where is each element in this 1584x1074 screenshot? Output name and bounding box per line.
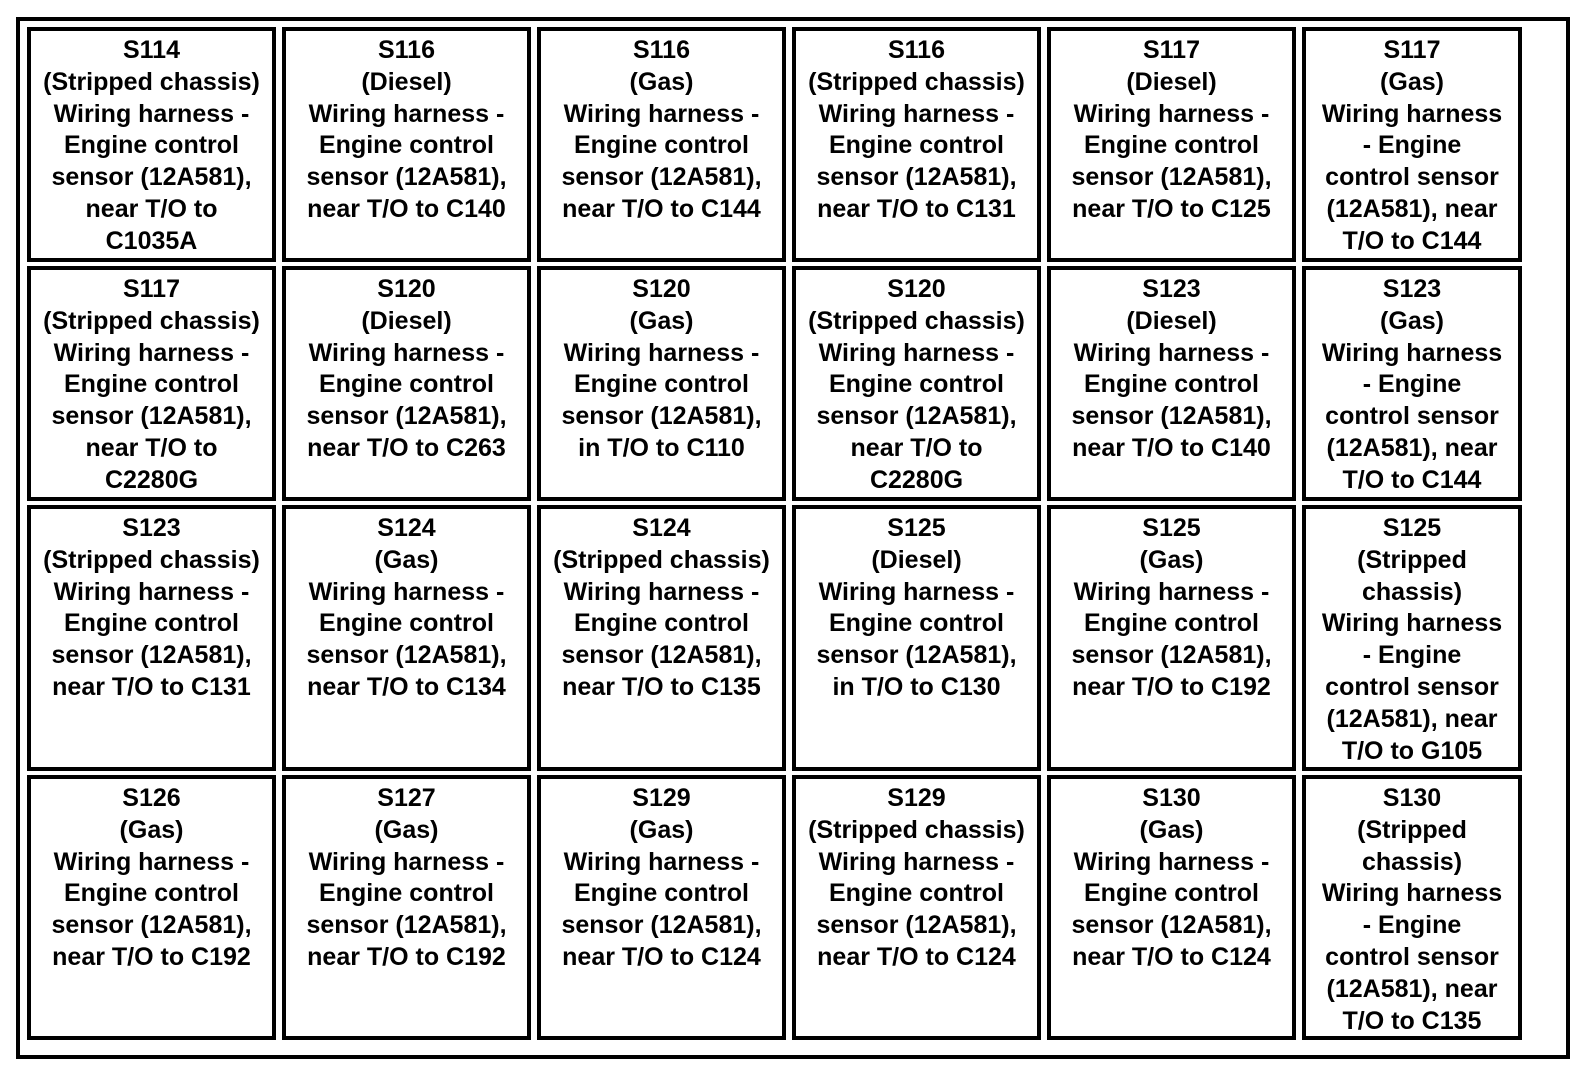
splice-id: S116 [887, 36, 945, 64]
splice-id: S116 [377, 36, 435, 64]
splice-id: S117 [1383, 36, 1441, 64]
cell-text-line: Wiring harness - [563, 847, 760, 876]
table-cell [792, 27, 1041, 262]
cell-text-line: C2280G [104, 465, 199, 494]
cell-text-line: Engine control [829, 131, 1004, 160]
cell-text-line: control sensor [1325, 942, 1499, 971]
cell-text-line: (Gas) [1380, 306, 1444, 335]
cell-text-line: Engine control [64, 609, 239, 638]
splice-id: S129 [887, 784, 946, 812]
table-cell [27, 505, 276, 771]
cell-text-line: control sensor [1325, 672, 1499, 701]
cell-text-line: Wiring harness - [1073, 847, 1270, 876]
cell-text-line: near T/O to C131 [52, 672, 251, 701]
cell-text-line: (Diesel) [361, 67, 452, 96]
cell-text-line: sensor (12A581), [561, 402, 762, 431]
cell-text-line: Engine control [1084, 609, 1259, 638]
table-cell [537, 266, 786, 501]
table-cell [1302, 27, 1522, 262]
cell-text-line: near T/O to C134 [307, 672, 506, 701]
cell-text-line: T/O to C144 [1342, 465, 1482, 494]
cell-text-line: (Gas) [119, 815, 184, 844]
splice-id: S126 [122, 784, 181, 812]
splice-id: S130 [1382, 784, 1442, 812]
cell-text-line: Engine control [319, 609, 494, 638]
cell-text-line: Wiring harness [1321, 879, 1503, 908]
cell-text-line: (Stripped chassis) [43, 67, 260, 96]
cell-text-line: Engine control [319, 879, 494, 908]
cell-text-line: Wiring harness - [563, 338, 760, 367]
table-cell [282, 775, 531, 1040]
cell-text-line: near T/O to C131 [817, 194, 1016, 223]
table-cell [27, 27, 276, 262]
cell-text-line: Wiring harness - [1073, 99, 1270, 128]
cell-text-line: sensor (12A581), [51, 641, 252, 670]
cell-text-line: Engine control [319, 131, 494, 160]
splice-id: S117 [1142, 36, 1200, 64]
table-cell [1047, 27, 1296, 262]
cell-text-line: Wiring harness [1321, 609, 1503, 638]
splice-id: S124 [377, 514, 436, 542]
cell-text-line: T/O to G105 [1341, 736, 1483, 765]
cell-text-line: Wiring harness - [818, 338, 1015, 367]
cell-text-line: (Stripped [1357, 815, 1467, 844]
table-cell [1047, 266, 1296, 501]
cell-text-line: Engine control [64, 131, 239, 160]
table-cell [1047, 505, 1296, 771]
cell-text-line: C1035A [105, 226, 198, 255]
cell-text-line: sensor (12A581), [51, 911, 252, 940]
cell-text-line: (12A581), near [1326, 194, 1498, 223]
cell-text-line: C2280G [869, 465, 964, 494]
cell-text-line: near T/O to [850, 433, 983, 462]
cell-text-line: in T/O to C130 [832, 672, 1001, 701]
cell-text-line: Wiring harness - [308, 577, 505, 606]
splice-id: S125 [1382, 514, 1442, 542]
cell-text-line: in T/O to C110 [578, 433, 745, 462]
cell-text-line: Wiring harness - [1073, 577, 1270, 606]
table-cell [537, 505, 786, 771]
cell-text-line: Wiring harness - [308, 99, 505, 128]
cell-text-line: Wiring harness - [563, 99, 760, 128]
cell-text-line: Engine control [64, 879, 239, 908]
table-cell [282, 266, 531, 501]
cell-text-line: sensor (12A581), [816, 402, 1017, 431]
splice-id: S124 [632, 514, 691, 542]
table-cell [282, 505, 531, 771]
cell-text-line: Engine control [574, 131, 749, 160]
splice-grid [24, 25, 1562, 1051]
cell-text-line: sensor (12A581), [306, 911, 507, 940]
cell-text-line: near T/O to [85, 194, 218, 223]
table-cell [27, 266, 276, 501]
cell-text-line: Wiring harness - [818, 99, 1015, 128]
cell-text-line: near T/O to C135 [562, 672, 761, 701]
table-cell [537, 775, 786, 1040]
cell-text-line: Wiring harness - [53, 338, 250, 367]
cell-text-line: control sensor [1325, 163, 1499, 192]
cell-text-line: - Engine [1362, 641, 1462, 670]
cell-text-line: sensor (12A581), [816, 163, 1017, 192]
cell-text-line: Engine control [319, 370, 494, 399]
cell-text-line: control sensor [1325, 402, 1499, 431]
splice-id: S123 [1382, 275, 1442, 303]
cell-text-line: Wiring harness - [563, 577, 760, 606]
cell-text-line: sensor (12A581), [306, 163, 507, 192]
cell-text-line: sensor (12A581), [561, 641, 762, 670]
cell-text-line: sensor (12A581), [561, 911, 762, 940]
cell-text-line: near T/O to C124 [817, 942, 1016, 971]
splice-id: S114 [122, 36, 180, 64]
cell-text-line: Engine control [64, 370, 239, 399]
cell-text-line: (Stripped chassis) [808, 67, 1025, 96]
cell-text-line: sensor (12A581), [561, 163, 762, 192]
cell-text-line: Engine control [1084, 370, 1259, 399]
cell-text-line: (Gas) [374, 545, 439, 574]
cell-text-line: (Gas) [1139, 545, 1204, 574]
cell-text-line: - Engine [1362, 131, 1462, 160]
cell-text-line: (Gas) [374, 815, 439, 844]
cell-text-line: near T/O to C140 [1072, 433, 1271, 462]
cell-text-line: (Stripped chassis) [43, 306, 260, 335]
cell-text-line: - Engine [1362, 911, 1462, 940]
cell-text-line: chassis) [1361, 577, 1463, 606]
table-cell [1047, 775, 1296, 1040]
table-cell [27, 775, 276, 1040]
cell-text-line: chassis) [1361, 847, 1463, 876]
table-cell [1302, 266, 1522, 501]
cell-text-line: sensor (12A581), [1071, 911, 1272, 940]
cell-text-line: near T/O to C124 [562, 942, 761, 971]
cell-text-line: Engine control [829, 879, 1004, 908]
splice-id: S117 [122, 275, 180, 303]
cell-text-line: (Diesel) [871, 545, 962, 574]
cell-text-line: (Gas) [629, 306, 694, 335]
cell-text-line: (Diesel) [1126, 306, 1217, 335]
cell-text-line: (Gas) [629, 67, 694, 96]
cell-text-line: near T/O to [85, 433, 218, 462]
cell-text-line: Wiring harness [1321, 99, 1503, 128]
cell-text-line: Engine control [829, 609, 1004, 638]
cell-text-line: Wiring harness - [53, 99, 250, 128]
table-cell [792, 505, 1041, 771]
cell-text-line: (Diesel) [361, 306, 452, 335]
cell-text-line: near T/O to C124 [1072, 942, 1271, 971]
cell-text-line: Wiring harness - [818, 847, 1015, 876]
cell-text-line: (Stripped chassis) [808, 815, 1025, 844]
cell-text-line: (Stripped chassis) [43, 545, 260, 574]
cell-text-line: (Diesel) [1126, 67, 1217, 96]
cell-text-line: (Gas) [1139, 815, 1204, 844]
cell-text-line: (12A581), near [1326, 704, 1498, 733]
cell-text-line: sensor (12A581), [51, 402, 252, 431]
cell-text-line: sensor (12A581), [306, 641, 507, 670]
cell-text-line: near T/O to C144 [562, 194, 761, 223]
cell-text-line: (12A581), near [1326, 433, 1498, 462]
cell-text-line: near T/O to C140 [307, 194, 506, 223]
cell-text-line: Engine control [574, 370, 749, 399]
cell-text-line: Wiring harness [1321, 338, 1503, 367]
splice-id: S127 [377, 784, 436, 812]
splice-id: S123 [122, 514, 181, 542]
splice-id: S120 [887, 275, 946, 303]
cell-text-line: sensor (12A581), [816, 641, 1017, 670]
cell-text-line: sensor (12A581), [306, 402, 507, 431]
cell-text-line: Wiring harness - [53, 577, 250, 606]
cell-text-line: Wiring harness - [308, 847, 505, 876]
splice-id: S116 [632, 36, 690, 64]
cell-text-line: Wiring harness - [53, 847, 250, 876]
cell-text-line: T/O to C144 [1342, 226, 1482, 255]
cell-text-line: sensor (12A581), [51, 163, 252, 192]
cell-text-line: near T/O to C125 [1072, 194, 1271, 223]
cell-text-line: Engine control [574, 879, 749, 908]
cell-text-line: sensor (12A581), [1071, 402, 1272, 431]
splice-location-table [16, 17, 1570, 1059]
cell-text-line: (Stripped chassis) [553, 545, 770, 574]
cell-text-line: sensor (12A581), [1071, 163, 1272, 192]
table-cell [282, 27, 531, 262]
table-cell [792, 266, 1041, 501]
cell-text-line: sensor (12A581), [816, 911, 1017, 940]
splice-id: S125 [1142, 514, 1201, 542]
table-cell [792, 775, 1041, 1040]
cell-text-line: near T/O to C192 [52, 942, 251, 971]
splice-id: S125 [887, 514, 946, 542]
cell-text-line: Wiring harness - [308, 338, 505, 367]
splice-id: S123 [1142, 275, 1201, 303]
cell-text-line: Wiring harness - [818, 577, 1015, 606]
splice-id: S129 [632, 784, 691, 812]
table-cell [1302, 775, 1522, 1040]
cell-text-line: near T/O to C192 [1072, 672, 1271, 701]
cell-text-line: (Stripped [1357, 545, 1467, 574]
cell-text-line: - Engine [1362, 370, 1462, 399]
cell-text-line: Wiring harness - [1073, 338, 1270, 367]
cell-text-line: Engine control [829, 370, 1004, 399]
cell-text-line: Engine control [1084, 879, 1259, 908]
cell-text-line: Engine control [574, 609, 749, 638]
cell-text-line: Engine control [1084, 131, 1259, 160]
splice-id: S120 [377, 275, 436, 303]
splice-id: S130 [1142, 784, 1201, 812]
cell-text-line: T/O to C135 [1342, 1006, 1482, 1035]
cell-text-line: sensor (12A581), [1071, 641, 1272, 670]
cell-text-line: near T/O to C263 [307, 433, 506, 462]
cell-text-line: (Stripped chassis) [808, 306, 1025, 335]
table-cell [537, 27, 786, 262]
cell-text-line: (12A581), near [1326, 974, 1498, 1003]
splice-id: S120 [632, 275, 691, 303]
table-cell [1302, 505, 1522, 771]
cell-text-line: (Gas) [1380, 67, 1444, 96]
cell-text-line: (Gas) [629, 815, 694, 844]
cell-text-line: near T/O to C192 [307, 942, 506, 971]
